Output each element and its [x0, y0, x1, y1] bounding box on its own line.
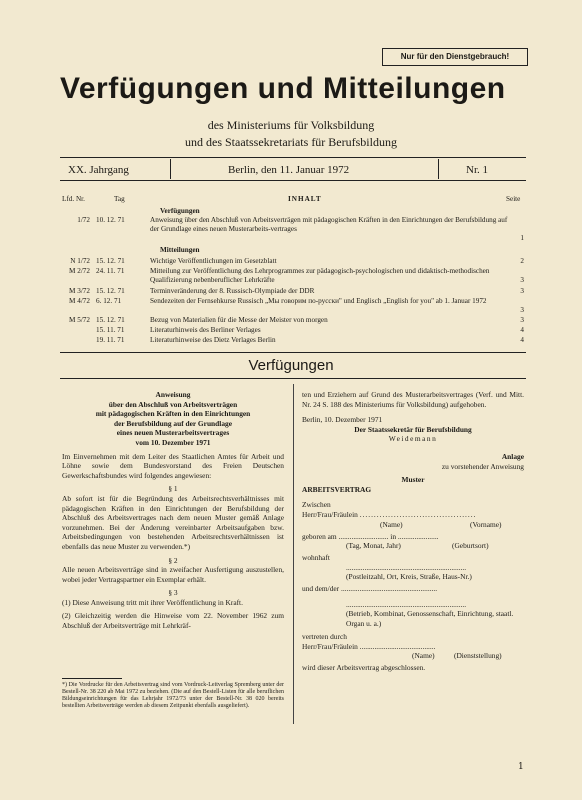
- form-hint-employer: (Betrieb, Kombinat, Genossenschaft, Einrichtung, staatl. Organ u. a.): [346, 609, 514, 628]
- form-represented-label: vertreten durch: [302, 632, 347, 642]
- form-hint-date: (Tag, Monat, Jahr): [346, 541, 401, 551]
- subtitle-ministry: des Ministeriums für Volksbildung: [207, 118, 375, 132]
- form-hint-birthplace: (Geburtsort): [452, 541, 489, 551]
- toc-heading: INHALT: [288, 195, 322, 203]
- form-hint-name: (Name): [380, 519, 403, 529]
- subtitle-secretariat: und des Staatssekretariats für Berufsbildung: [185, 135, 397, 149]
- header-rule-bottom: [60, 180, 526, 181]
- volume-label: XX. Jahrgang: [68, 164, 129, 176]
- section-rule-top: [60, 352, 526, 353]
- paragraph-1-text: Ab sofort ist für die Begründung des Arbeitsrechtsverhältnisses mit pädagogischen Kräften in den Einrichtungen der Berufsbildung der Abschluß des Arbeitsvertrages nach dem neuen Muster gemäß Anlage vorzunehmen. Bei der Änderung vereinbarter Arbeitsaufgaben bzw. Arbeitsbedingungen von bestehenden Arbeitsrechtsverhältnissen ist ebenfalls das neue Muster zu verwenden.*): [62, 493, 284, 551]
- paragraph-3-text-a: (1) Diese Anweisung tritt mit ihrer Veröffentlichung in Kraft.: [62, 597, 243, 607]
- toc-section-mitteilungen: Mitteilungen: [160, 246, 200, 254]
- contract-title: ARBEITSVERTRAG: [302, 484, 372, 494]
- paragraph-3-text-b: (2) Gleichzeitig werden die Hinweise vom 22. November 1962 zum Abschluß der Arbeitsverträge mit Lehrkräf-: [62, 611, 284, 631]
- annex-label: Anlage: [501, 451, 524, 461]
- page-number: 1: [518, 762, 524, 772]
- form-residence-label: wohnhaft: [302, 553, 330, 563]
- signer-name: Weidemann: [388, 434, 438, 444]
- toc-col-lfd: Lfd. Nr.: [62, 195, 85, 203]
- right-column: ten und Erziehern auf Grund des Musterarbeitsvertrages (Verf. und Mitt. Nr. 24 S. 188 des Ministeriums für Volksbildung) aufgehoben. Berlin, 10. Dezember 1971 Der Staatssekretär für Berufsbildung Weidemann Anlage zu vorstehender Anweisung Muster ARBEITSVERTRAG Zwischen Herr/Frau/Fräulein ......................................... (Name) (Vorname) geboren am ........................... in ...................... (Tag, Monat, Jahr) (Geburtsort) wohnhaft ................................................................. (Postleitzahl, Ort, Kreis, Straße, Haus-Nr.) und dem/der .................................................... ................................................................. (Betrieb, Kombinat, Genossenschaft, Einrichtung, staatl. Organ u. a.) vertreten durch Herr/Frau/Fräulein ......................................... (Name) (Dienststellung) wird dieser Arbeitsvertrag abgeschlossen.: [302, 390, 524, 673]
- form-zwischen: Zwischen: [302, 500, 331, 510]
- annex-sub: zu vorstehender Anweisung: [441, 461, 524, 471]
- form-hint-address: (Postleitzahl, Ort, Kreis, Straße, Haus-Nr.): [346, 572, 472, 582]
- header-rule-top: [60, 157, 526, 158]
- paragraph-2-heading: § 2: [168, 555, 178, 565]
- paragraph-2-text: Alle neuen Arbeitsverträge sind in zweifacher Ausfertigung auszustellen, wobei jeder Vertragspartner ein Exemplar erhält.: [62, 565, 284, 584]
- table-of-contents: Lfd. Nr. Tag INHALT Seite Verfügungen 1/72 10. 12. 71 Anweisung über den Abschluß von Arbeitsverträgen mit pädagogischen Kräften in den Einrichtungen der Berufsbildung auf der Grundlage eines neuen Musterarbeits-vertrages 1 Mitteilungen N 1/72 15. 12. 71 Wichtige Veröffentlichungen im Gesetzblatt 2 M 2/72 24. 11. 71 Mitteilung zur Veröffentlichung des Lehrprogrammes zur pädagogisch-psychologischen und didaktisch-methodischen Qualifizierung nebenberuflicher Lehrkräfte 3 M 3/72 15. 12. 71 Terminveränderung der 8. Russisch-Olympiade der DDR 3 M 4/72 6. 12. 71 Sendezeiten der Fernsehkurse Russisch „Мы говорим по-русски" und Englisch „English for you" ab 1. Januar 1972 3 M 5/72 15. 12. 71 Bezug von Materialien für die Messe der Meister von morgen 3 15. 11. 71 Literaturhinweis des Berliner Verlages 4 19. 11. 71 Literaturhinweise des Dietz Verlages Berlin 4: [62, 195, 528, 375]
- restriction-stamp: Nur für den Dienstgebrauch!: [382, 48, 528, 66]
- header-divider: [170, 159, 171, 179]
- signature-date: Berlin, 10. Dezember 1971: [302, 415, 383, 425]
- issue-number: Nr. 1: [466, 164, 488, 176]
- toc-col-tag: Tag: [114, 195, 125, 203]
- toc-col-seite: Seite: [506, 195, 521, 203]
- form-representative-label: Herr/Frau/Fräulein .........................................: [302, 641, 436, 651]
- form-person-label: Herr/Frau/Fräulein .........................................: [302, 509, 477, 519]
- directive-heading: Anweisung über den Abschluß von Arbeitsverträgen mit pädagogischen Kräften in den Einrichtungen der Berufsbildung auf der Grundlage eines neuen Musterarbeitsvertrages vom 10. Dezember 1971: [95, 390, 251, 447]
- column-divider: [293, 384, 294, 724]
- form-closing: wird dieser Arbeitsvertrag abgeschlossen.: [302, 663, 426, 673]
- template-label: Muster: [401, 475, 425, 485]
- paragraph-3-heading: § 3: [168, 588, 178, 598]
- section-rule-bottom: [60, 378, 526, 379]
- form-hint-name2: (Name): [412, 651, 435, 661]
- form-employer-label: und dem/der ....................................................: [302, 583, 438, 593]
- header-divider: [438, 159, 439, 179]
- paragraph-1-heading: § 1: [168, 484, 178, 494]
- signer-title: Der Staatssekretär für Berufsbildung: [354, 424, 472, 434]
- form-hint-vorname: (Vorname): [470, 519, 502, 529]
- publication-title: Verfügungen und Mitteilungen: [60, 72, 506, 105]
- section-title: Verfügungen: [248, 357, 334, 374]
- place-date: Berlin, den 11. Januar 1972: [228, 164, 350, 176]
- form-hint-position: (Dienststellung): [454, 651, 502, 661]
- toc-section-verfuegungen: Verfügungen: [160, 207, 200, 215]
- toc-row[interactable]: 1/72 10. 12. 71 Anweisung über den Abschluß von Arbeitsverträgen mit pädagogischen Kräften in den Einrichtungen der Berufsbildung auf der Grundlage eines neuen Musterarbeits-vertrages 1: [77, 216, 524, 242]
- left-column: [62, 390, 284, 635]
- directive-intro: Im Einvernehmen mit dem Leiter des Staatlichen Amtes für Arbeit und Löhne sowie dem Bundesvorstand des Freien Deutschen Gewerkschaftsbundes wird folgendes angewiesen:: [62, 451, 284, 480]
- footnote-rule: [62, 678, 122, 679]
- form-birth-line: geboren am ........................... in ......................: [302, 531, 439, 541]
- directive-continuation: ten und Erziehern auf Grund des Musterarbeitsvertrages (Verf. und Mitt. Nr. 24 S. 188 des Ministeriums für Volksbildung) aufgehoben.: [302, 390, 524, 409]
- footnote: *) Die Vordrucke für den Arbeitsvertrag sind vom Vordruck-Leitverlag Spremberg unter der Bestell-Nr. 38 220 ab Mai 1972 zu beziehen. (Die auf den Bestell-Listen für alle beruflichen Bildungseinrichtungen für das Lehrjahr 1972/73 unter der Bestell-Nr. 38 020 bereits bestellten Arbeitsverträge werden ab diesem Zeitpunkt ebenfalls ausgeliefert).: [62, 682, 284, 709]
